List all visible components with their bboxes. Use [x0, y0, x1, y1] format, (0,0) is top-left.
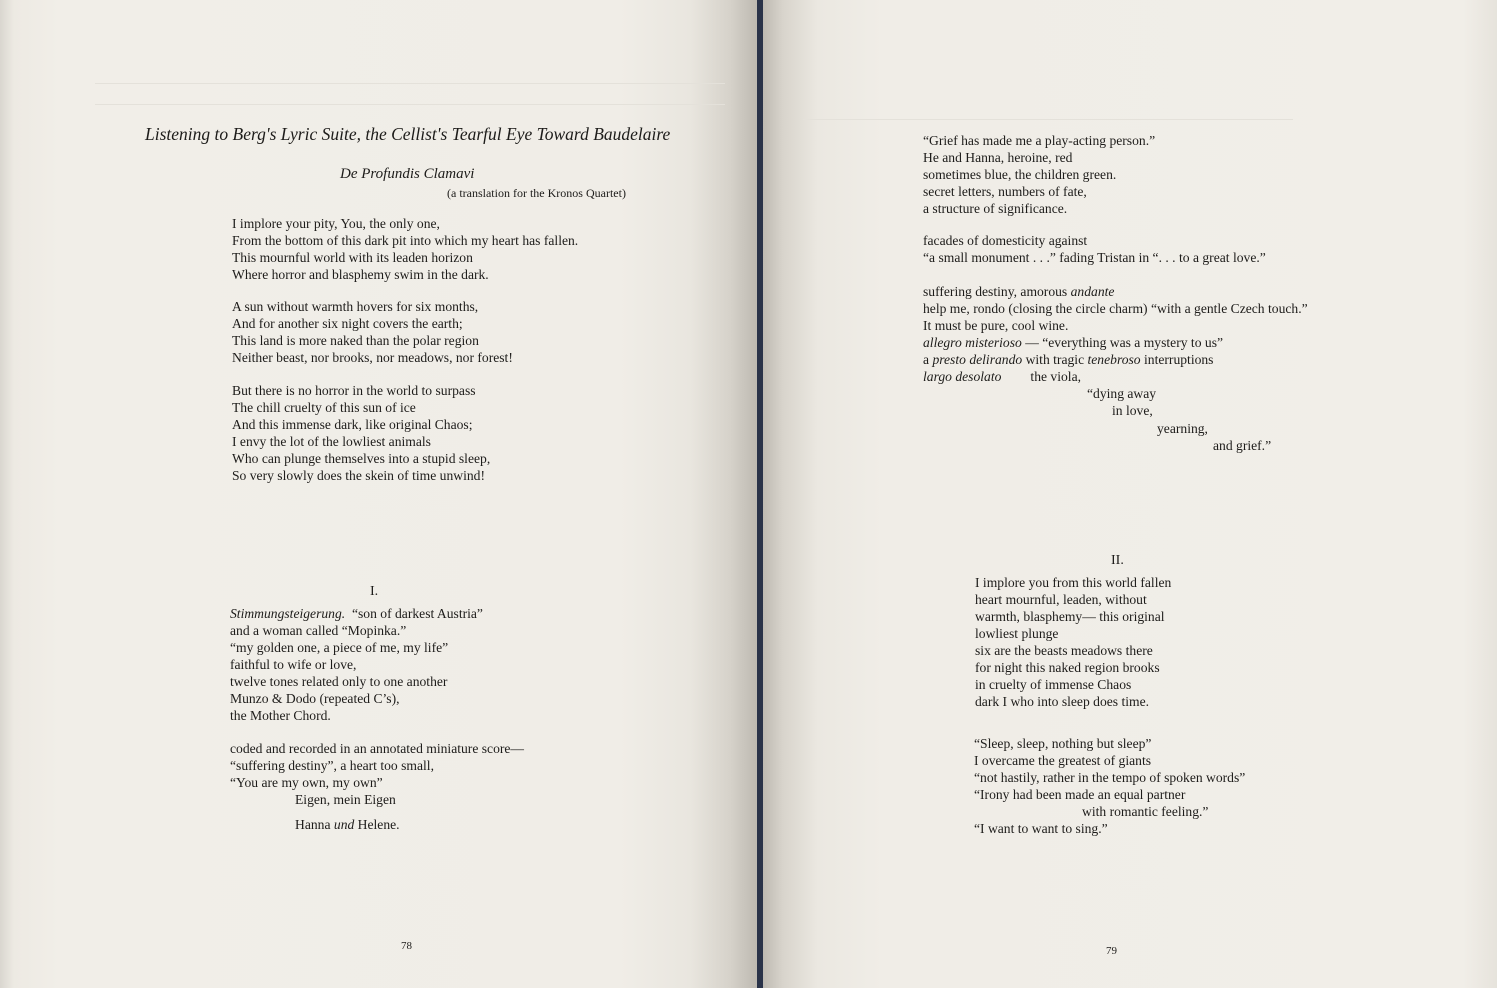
verse-line: It must be pure, cool wine. — [923, 318, 1069, 333]
poem-title: Listening to Berg's Lyric Suite, the Cellist's Tearful Eye Toward Baudelaire — [145, 124, 671, 144]
right-page — [763, 0, 1497, 988]
italic-term: andante — [1070, 284, 1115, 299]
verse-line: facades of domesticity against — [923, 233, 1088, 248]
stanza-2 — [923, 232, 1266, 266]
verse-line: in cruelty of immense Chaos — [975, 677, 1132, 692]
verse-line: But there is no horror in the world to surpass — [232, 383, 476, 398]
verse-line: From the bottom of this dark pit into which my heart has fallen. — [232, 233, 579, 248]
verse-line: A sun without warmth hovers for six months, — [232, 299, 479, 314]
verse-line: yearning, — [1157, 421, 1208, 436]
verse-line: heart mournful, leaden, without — [975, 592, 1147, 607]
stanza-5 — [974, 735, 1245, 803]
verse-line: secret letters, numbers of fate, — [923, 184, 1087, 199]
page-number: 79 — [1106, 945, 1117, 957]
stanza-5 — [230, 740, 524, 791]
verse-line — [230, 605, 483, 622]
italic-term: und — [333, 817, 355, 832]
verse-line: suffering destiny, amorous andante — [923, 284, 1115, 299]
verse-line: So very slowly does the skein of time unwind! — [232, 468, 485, 483]
section-number: I. — [370, 584, 379, 599]
stanza-3 — [923, 283, 1308, 385]
stanza-1 — [232, 215, 578, 283]
verse-fragment: “son of darkest Austria” — [351, 606, 483, 621]
verse-line: “dying away — [1087, 386, 1157, 401]
verse-line: lowliest plunge — [975, 626, 1059, 641]
page-number: 78 — [401, 940, 412, 952]
verse-line: I overcame the greatest of giants — [974, 753, 1152, 768]
bleed-through-rule — [95, 83, 725, 84]
verse-line: “Grief has made me a play-acting person.” — [923, 133, 1156, 148]
bleed-through-rule — [803, 119, 1293, 120]
verse-line: I implore your pity, You, the only one, — [232, 216, 440, 231]
verse-line: a structure of significance. — [923, 201, 1068, 216]
italic-term: Stimmungsteigerung. — [230, 606, 346, 621]
verse-line: the Mother Chord. — [230, 708, 331, 723]
verse-line: Who can plunge themselves into a stupid sleep, — [232, 451, 491, 466]
verse-line: Eigen, mein Eigen — [295, 792, 396, 807]
italic-term: presto delirando — [932, 352, 1023, 367]
verse-line: “my golden one, a piece of me, my life” — [230, 640, 449, 655]
verse-line: coded and recorded in an annotated miniature score— — [230, 741, 525, 756]
translation-note: (a translation for the Kronos Quartet) — [447, 186, 626, 200]
verse-line: I envy the lot of the lowliest animals — [232, 434, 431, 449]
verse-line: “suffering destiny”, a heart too small, — [230, 758, 434, 773]
verse-line: And for another six night covers the earth; — [232, 316, 463, 331]
verse-line: “a small monument . . .” fading Tristan in “. . . to a great love.” — [923, 250, 1266, 265]
verse-line: “not hastily, rather in the tempo of spoken words” — [974, 770, 1246, 785]
verse-line: help me, rondo (closing the circle charm) “with a gentle Czech touch.” — [923, 301, 1308, 316]
bleed-through-rule — [95, 104, 725, 105]
verse-line: faithful to wife or love, — [230, 657, 357, 672]
verse-line: I implore you from this world fallen — [975, 575, 1172, 590]
verse-line: a presto delirando with tragic tenebroso interruptions — [923, 352, 1214, 367]
verse-line: He and Hanna, heroine, red — [923, 150, 1073, 165]
verse-line: “Irony had been made an equal partner — [974, 787, 1186, 802]
verse-line: Hanna und Helene. — [295, 817, 400, 832]
stanza-4 — [230, 605, 483, 724]
verse-line: dark I who into sleep does time. — [975, 694, 1150, 709]
verse-line: Munzo & Dodo (repeated C’s), — [230, 691, 400, 706]
stanza-4 — [975, 574, 1171, 710]
verse-line: and a woman called “Mopinka.” — [230, 623, 407, 638]
verse-line: warmth, blasphemy— this original — [975, 609, 1165, 624]
stanza-3 — [232, 382, 490, 484]
verse-line: Where horror and blasphemy swim in the dark. — [232, 267, 489, 282]
section-number: II. — [1111, 553, 1124, 568]
verse-line: with romantic feeling.” — [1082, 804, 1209, 819]
verse-line: largo desolato the viola, — [923, 369, 1082, 384]
verse-line: “Sleep, sleep, nothing but sleep” — [974, 736, 1152, 751]
verse-line: and grief.” — [1213, 438, 1272, 453]
verse-line: “You are my own, my own” — [230, 775, 383, 790]
stanza-2 — [232, 298, 513, 366]
stanza-1 — [923, 132, 1155, 217]
italic-term: tenebroso — [1087, 352, 1141, 367]
italic-term: allegro misterioso — [923, 335, 1022, 350]
verse-line: The chill cruelty of this sun of ice — [232, 400, 416, 415]
verse-line: allegro misterioso — “everything was a mystery to us” — [923, 335, 1224, 350]
verse-line: six are the beasts meadows there — [975, 643, 1153, 658]
verse-line: Neither beast, nor brooks, nor meadows, nor forest! — [232, 350, 513, 365]
italic-term: largo desolato — [923, 369, 1002, 384]
verse-line: And this immense dark, like original Chaos; — [232, 417, 473, 432]
verse-line: “I want to want to sing.” — [974, 821, 1108, 836]
verse-line: in love, — [1112, 403, 1153, 418]
verse-line: sometimes blue, the children green. — [923, 167, 1117, 182]
verse-line: This land is more naked than the polar region — [232, 333, 479, 348]
verse-line: for night this naked region brooks — [975, 660, 1160, 675]
verse-line: This mournful world with its leaden horizon — [232, 250, 473, 265]
verse-line: twelve tones related only to one another — [230, 674, 448, 689]
poem-subtitle: De Profundis Clamavi — [340, 166, 475, 182]
